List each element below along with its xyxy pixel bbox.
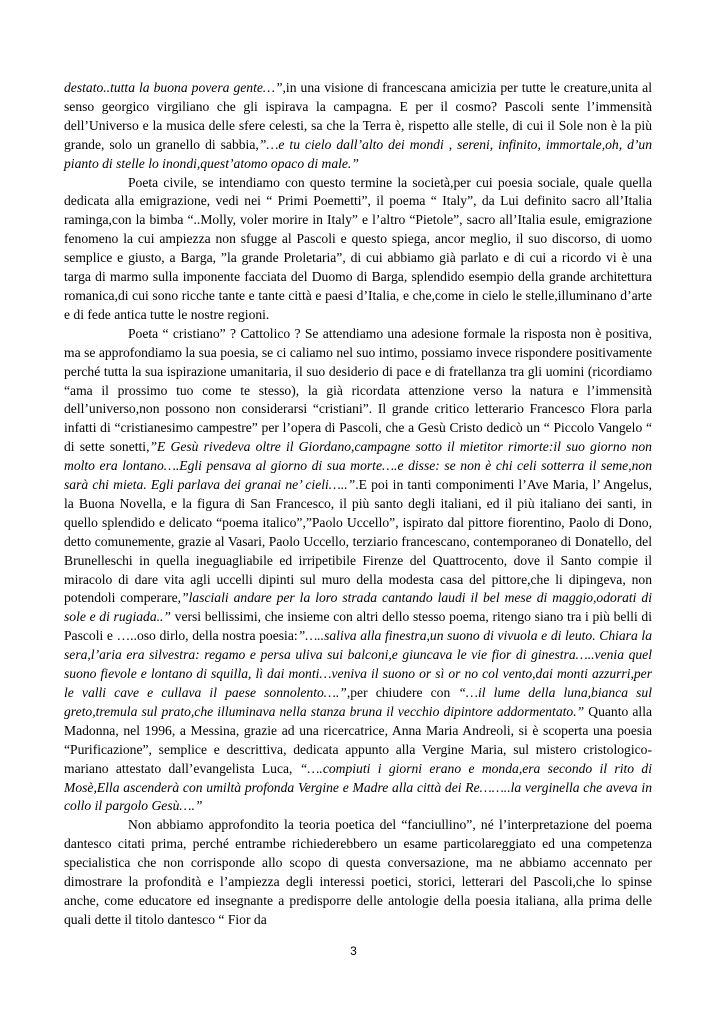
- text-run: Poeta civile, se intendiamo con questo termine la società,per cui poesia sociale, quale quella dedicata alla emigrazione, vedi nei “ Primi Poemetti”, il poema “ Italy”, da Lui definito sacro all’Italia raminga,con la bimba “..Molly, voler morire in Italy” e l’altro “Pietole”, sacro all’Italia esule, emigrazione fenomeno la cui ampiezza non sfugge al Pascoli e questo spiega, ancor meglio, il suo discorso, di uomo semplice e giusto, a Barga, ”la grande Proletaria”, di cui abbiamo già parlato e di cui a ricordo vi è una targa di marmo sulla imponente facciata del Duomo di Barga, splendido esempio della grande architettura romanica,di cui sono ricche tante e tante città e paesi d’Italia, e che,come in cielo le stelle,illuminano d’arte e di fede antica tutte le nostre regioni.: [64, 174, 652, 322]
- text-run: Quanto alla Madonna, nel 1996, a Messina, grazie ad una ricercatrice, Anna Maria Andreoli, si è scoperta una poesia “Purificazione”, semplice e descrittiva, dedicata appunto alla Vergine Maria, sul mistero cristologico-mariano attestato dall’evangelista Luca,: [64, 703, 652, 776]
- quoted-verse: ”lasciali andare per la loro strada cantando laudi il bel mese di maggio,odorati di sole e di rugiada..”: [64, 590, 652, 625]
- quoted-verse: “…il lume della luna,bianca sul greto,tremula sul prato,che illuminava nella stanza bruna il vecchio dipintore addormentato.”: [64, 685, 653, 719]
- text-run: ,in una visione di francescana amicizia per tutte le creature,unita al senso georgico virgiliano che gli ispirava la campagna. E per il cosmo? Pascoli sente l’immensità dell’Universo e la musica delle sfere celesti, sa che la Terra è, rispetto alle stelle, di cui il Sole non è la più grande, solo un granello di sabbia,: [64, 80, 652, 152]
- body-text: [64, 79, 652, 930]
- paragraph: [64, 816, 652, 929]
- page-number: 3: [350, 944, 357, 958]
- quoted-verse: ”E Gesù rivedeva oltre il Giordano,campagne sotto il mietitor rimorte:il suo giorno non molto era lontano….Egli pensava al giorno di sua morte….e disse: se non è chi celi sotterra il seme,non sarà chi mieta. Egli parlava dei granai ne’ cieli…..”: [64, 439, 652, 493]
- paragraph: [64, 79, 652, 174]
- text-run: ,per chiudere con: [346, 685, 459, 700]
- paragraph: [64, 325, 652, 817]
- quoted-verse: ”…e tu cielo dall’alto dei mondi , sereni, infinito, immortale,oh, d’un pianto di stelle lo inondi,quest’atomo opaco di male.”: [64, 136, 652, 171]
- quoted-verse: destato..tutta la buona povera gente…”: [64, 80, 283, 95]
- text-run: Poeta “ cristiano” ? Cattolico ? Se attendiamo una adesione formale la risposta non è positiva, ma se approfondiamo la sua poesia, se ci caliamo nel suo intimo, possiamo invece rispondere positivamente perché tutta la sua ispirazione umanitaria, il suo desiderio di pace e di fratellanza tra gli uomini (ricordiamo “ama il prossimo tuo come te stesso), la già ricordata attenzione verso la natura e l’immensità dell’universo,non possono non considerarsi “cristiani”. Il grande critico letterario Francesco Flora parla infatti di “cristianesimo campestre” per l’opera di Pascoli, che a Gesù Cristo dedicò un “ Piccolo Vangelo “ di sette sonetti,: [64, 325, 652, 455]
- text-run: versi bellissimi, che insieme con altri dello stesso poema, ritengo siano tra i più belli di Pascoli e …..oso dirlo, della nostra poesia:: [64, 609, 652, 644]
- quoted-verse: ”…..saliva alla finestra,un suono di vivuola e di leuto. Chiara la sera,l’aria era silvestra: regamo e persa uliva sui balconi,e giuncava le vie fior di ginestra…..venia quel suono fievole e lontano di squilla, lì dai monti…veniva il suono or sì or no col vento,dai monti azzurri,per le valli cave e cullava il paese sonnolento….”: [64, 628, 652, 700]
- text-run: .E poi in tanti componimenti l’Ave Maria, l’ Angelus, la Buona Novella, e la figura di San Francesco, il più santo degli italiani, ed il più italiano dei santi, in quello splendido e delicato “poema italico”,”Paolo Uccello”, ispirato dal pittore fiorentino, Paolo di Dono, detto comunemente, grazie al Vasari, Paolo Uccello, terziario francescano, contemporaneo di Donatello, del Brunelleschi in quella ineguagliabile ed irripetibile Firenze del Quattrocento, dove il Santo compie il miracolo di dare vita agli uccelli dipinti sul muro della modesta casa del pittore,che li dipingeva, non potendoli comperare,: [64, 477, 652, 606]
- text-run: Non abbiamo approfondito la teoria poetica del “fanciullino”, né l’interpretazione del poema dantesco citati prima, perché entrambe richiederebbero un esame particolareggiato ed una competenza specialistica che non corrisponde allo scopo di questa conversazione, ma ne abbiamo accennato per dimostrare la profondità e l’ampiezza degli interessi poetici, storici, letterari del Pascoli,che lo spinse anche, come educatore ed insegnante a predisporre delle antologie della poesia italiana, alla prima delle quali dette il titolo dantesco “ Fior da: [64, 817, 652, 927]
- quoted-verse: “….compiuti i giorni erano e monda,era secondo il rito di Mosè,Ella ascenderà con umiltà profonda Vergine e Madre alla città dei Re……..la verginella che aveva in collo il pargolo Gesù….”: [64, 760, 652, 814]
- paragraph: [64, 174, 652, 325]
